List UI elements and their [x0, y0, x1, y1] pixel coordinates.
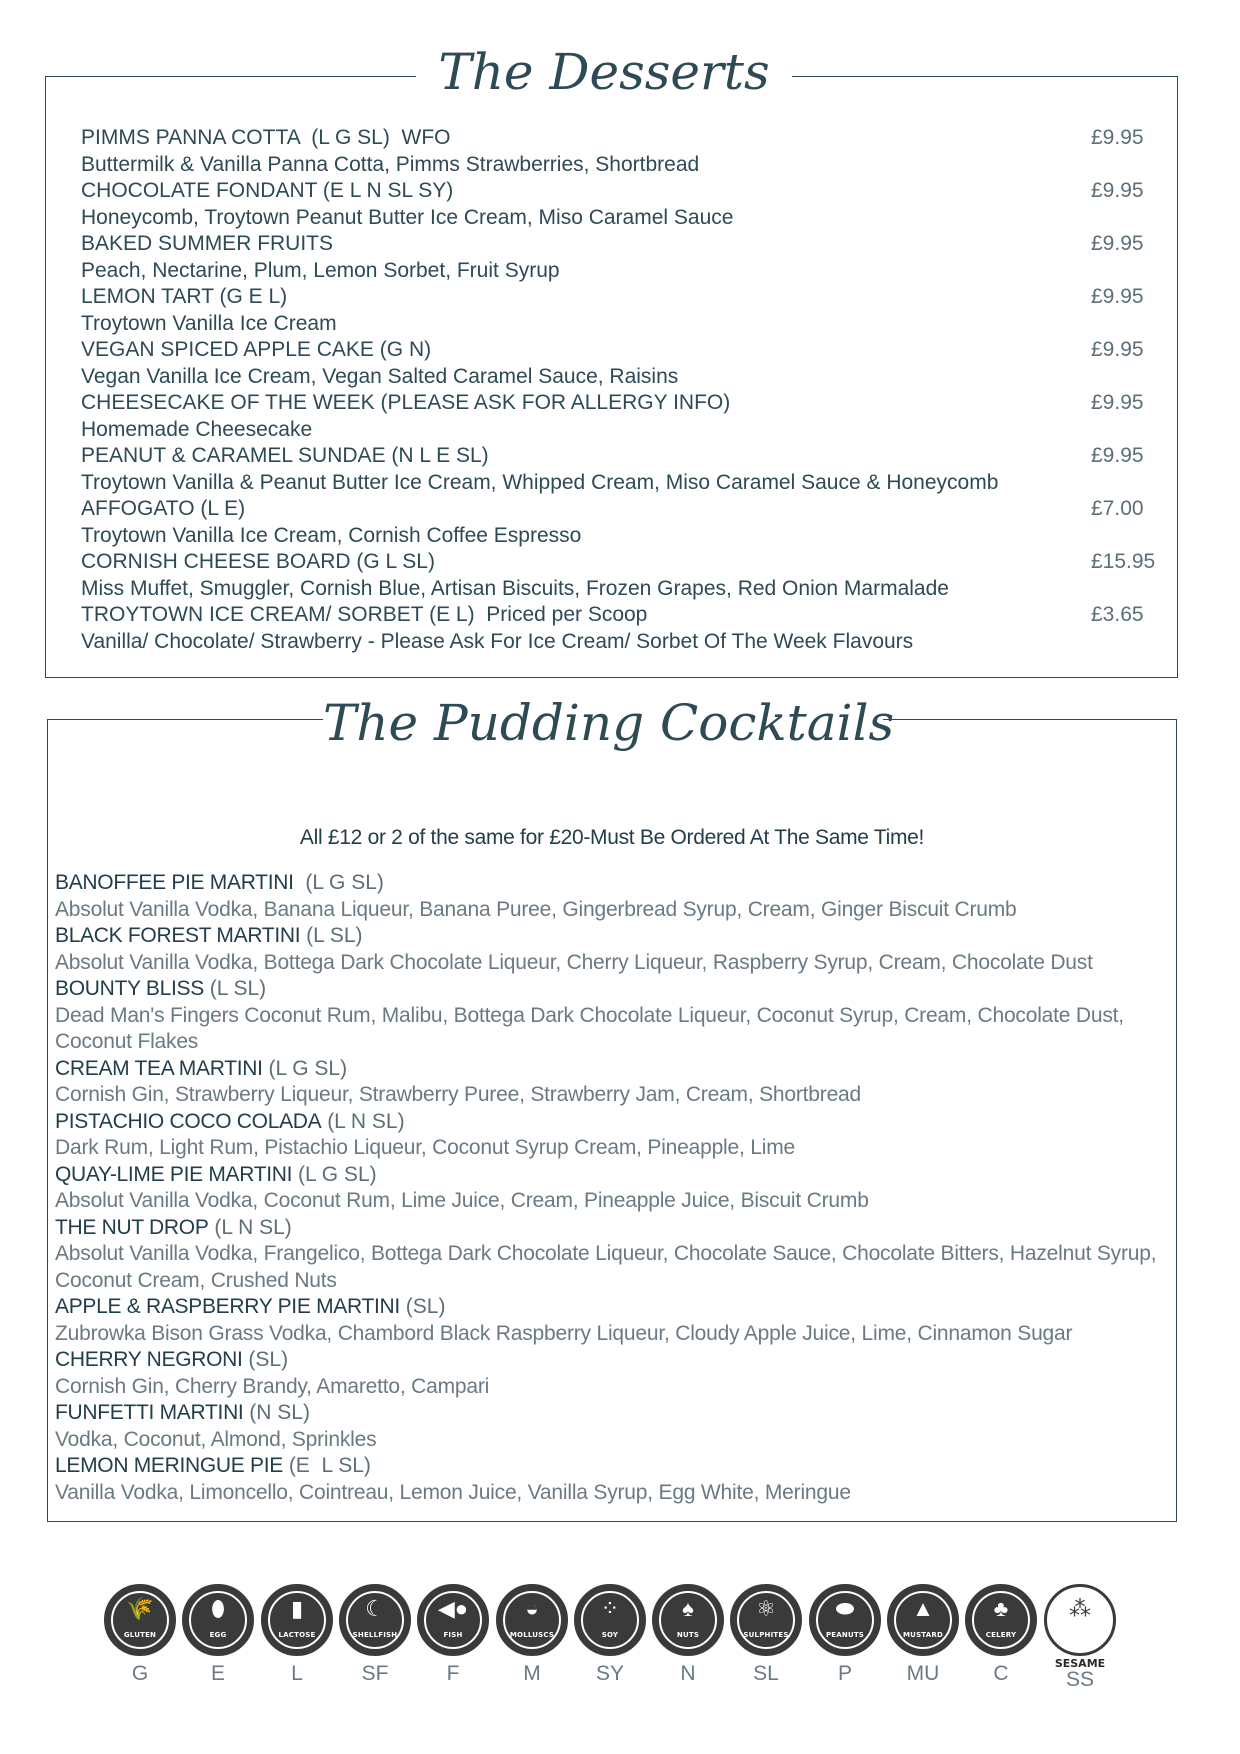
dessert-allergens: (E L) Priced per Scoop [423, 603, 648, 626]
cocktail-allergens: (L N SL) [208, 1215, 292, 1239]
milk-bottle-icon: ▮ [290, 1596, 304, 1621]
cocktail-item [55, 1056, 1170, 1109]
cocktail-name: BLACK FOREST MARTINI [55, 924, 301, 947]
dessert-allergens: (G L SL) [350, 550, 435, 573]
allergen-label: PEANUTS [825, 1631, 865, 1639]
dessert-item [46, 390, 1177, 443]
allergen-code: P [837, 1662, 852, 1685]
allergen-badge [339, 1584, 411, 1656]
dessert-name: CHOCOLATE FONDANT [81, 179, 318, 202]
cocktail-item [55, 1109, 1170, 1162]
cocktail-title-line [55, 976, 1170, 1003]
dessert-item [46, 231, 1177, 284]
cocktail-description: Absolut Vanilla Vodka, Bottega Dark Chocolate Liqueur, Cherry Liqueur, Raspberry Syrup, Cream, Chocolate Dust [55, 950, 1093, 974]
egg-icon: ⬮ [211, 1596, 225, 1621]
cocktail-description: Absolut Vanilla Vodka, Frangelico, Bottega Dark Chocolate Liqueur, Chocolate Sauce, Chocolate Bitters, Hazelnut Syrup, Coconut Cream, Crushed Nuts [55, 1242, 1157, 1292]
soybean-icon: ⁘ [600, 1596, 620, 1621]
cocktails-heading: The Pudding Cocktails [323, 686, 883, 756]
cocktail-title-line [55, 1162, 1170, 1189]
allergen-gluten [103, 1584, 177, 1686]
allergen-label: FISH [443, 1631, 463, 1639]
cocktail-description: Dark Rum, Light Rum, Pistachio Liqueur, Coconut Syrup Cream, Pineapple, Lime [55, 1136, 795, 1159]
cocktail-name: THE NUT DROP [55, 1215, 209, 1239]
shrimp-icon: ☾ [365, 1596, 385, 1621]
allergen-code: L [291, 1662, 303, 1685]
cocktail-name: APPLE & RASPBERRY PIE MARTINI [55, 1295, 400, 1318]
cocktail-name: BANOFFEE PIE MARTINI [55, 871, 294, 894]
cocktail-allergens: (L N SL) [321, 1109, 405, 1133]
cocktail-title-line [55, 1056, 1170, 1083]
cocktail-allergens: (SL) [242, 1348, 289, 1371]
cocktail-allergens: (N SL) [243, 1401, 310, 1424]
dessert-description: Buttermilk & Vanilla Panna Cotta, Pimms Strawberries, Shortbread [81, 152, 700, 176]
dessert-price: £9.95 [1091, 338, 1144, 361]
dessert-name: BAKED SUMMER FRUITS [81, 232, 334, 255]
allergen-molluscs [495, 1584, 569, 1686]
cocktail-allergens: (SL) [399, 1295, 446, 1318]
cocktail-title-line [55, 870, 1170, 897]
allergen-badge [887, 1584, 959, 1656]
allergen-label: SESAME [1054, 1657, 1106, 1670]
cocktail-item [55, 870, 1170, 923]
cocktail-name: QUAY-LIME PIE MARTINI [55, 1162, 293, 1186]
allergen-egg [181, 1584, 255, 1686]
allergen-label: GLUTEN [123, 1631, 157, 1639]
dessert-title-line [46, 178, 1177, 205]
dessert-item [46, 549, 1177, 602]
cocktail-item [55, 1347, 1170, 1400]
allergen-label: CELERY [985, 1631, 1017, 1639]
allergen-label: SHELLFISH [352, 1631, 398, 1639]
cocktail-allergens: (L G SL) [292, 1162, 377, 1186]
cocktail-name: LEMON MERINGUE PIE [55, 1454, 283, 1477]
cocktail-description: Dead Man's Fingers Coconut Rum, Malibu, Bottega Dark Chocolate Liqueur, Coconut Syrup, Cream, Chocolate Dust, Coconut Flakes [55, 1003, 1124, 1053]
allergen-code: SF [361, 1662, 389, 1685]
peanut-icon: ⬬ [835, 1596, 855, 1621]
dessert-description: Vanilla/ Chocolate/ Strawberry - Please Ask For Ice Cream/ Sorbet Of The Week Flavours [81, 629, 914, 653]
cocktail-description: Vanilla Vodka, Limoncello, Cointreau, Lemon Juice, Vanilla Syrup, Egg White, Meringue [55, 1480, 851, 1504]
allergen-mustard [886, 1584, 960, 1686]
cocktail-description: Vodka, Coconut, Almond, Sprinkles [55, 1427, 377, 1451]
dessert-name: PEANUT & CARAMEL SUNDAE [81, 444, 386, 467]
dessert-description: Vegan Vanilla Ice Cream, Vegan Salted Caramel Sauce, Raisins [81, 364, 679, 388]
cocktail-description: Zubrowka Bison Grass Vodka, Chambord Black Raspberry Liqueur, Cloudy Apple Juice, Lime, Cinnamon Sugar [55, 1321, 1073, 1345]
allergen-badge [965, 1584, 1037, 1656]
dessert-item [46, 602, 1177, 655]
cocktail-title-line [55, 1453, 1170, 1480]
allergen-badge [496, 1584, 568, 1656]
allergen-badge [104, 1584, 176, 1656]
allergen-code: F [446, 1662, 460, 1685]
allergen-badge [652, 1584, 724, 1656]
dessert-allergens: (G E L) [213, 285, 288, 308]
cocktail-allergens: (L G SL) [262, 1056, 348, 1080]
desserts-list [46, 125, 1177, 655]
dessert-item [46, 125, 1177, 178]
allergen-code: N [680, 1662, 696, 1685]
allergen-badge [417, 1584, 489, 1656]
cocktail-description: Absolut Vanilla Vodka, Banana Liqueur, Banana Puree, Gingerbread Syrup, Cream, Ginger Biscuit Crumb [55, 897, 1017, 921]
dessert-item [46, 443, 1177, 496]
allergen-badge [1044, 1584, 1116, 1656]
dessert-name: AFFOGATO [81, 497, 195, 520]
allergen-code: SS [1065, 1668, 1094, 1691]
dessert-item [46, 496, 1177, 549]
allergen-code: C [993, 1662, 1009, 1685]
dessert-item [46, 178, 1177, 231]
allergen-badge [261, 1584, 333, 1656]
dessert-title-line [46, 602, 1177, 629]
allergen-code: G [131, 1662, 149, 1685]
cocktails-list [55, 870, 1170, 1506]
allergen-code: M [523, 1662, 541, 1685]
cocktails-section [47, 694, 1177, 1522]
cocktail-item [55, 1162, 1170, 1215]
allergen-soy [573, 1584, 647, 1686]
dessert-title-line [46, 125, 1177, 152]
mustard-bottle-icon: ▲ [912, 1596, 934, 1621]
dessert-description: Troytown Vanilla Ice Cream, Cornish Coffee Espresso [81, 523, 582, 547]
dessert-price: £9.95 [1091, 232, 1144, 255]
cocktail-item [55, 1453, 1170, 1506]
allergen-lactose [260, 1584, 334, 1686]
desserts-section [45, 43, 1178, 678]
dessert-allergens: (L G SL) WFO [299, 126, 451, 149]
dessert-description: Honeycomb, Troytown Peanut Butter Ice Cream, Miso Caramel Sauce [81, 205, 734, 229]
cocktail-title-line [55, 1347, 1170, 1374]
allergen-celery [964, 1584, 1038, 1686]
allergen-code: MU [906, 1662, 940, 1685]
cocktail-offer-text: All £12 or 2 of the same for £20-Must Be Ordered At The Same Time! [299, 826, 925, 849]
dessert-title-line [46, 496, 1177, 523]
dessert-description: Troytown Vanilla Ice Cream [81, 311, 337, 335]
allergen-shellfish [338, 1584, 412, 1686]
wheat-icon: 🌾 [126, 1596, 154, 1621]
cocktail-item [55, 1294, 1170, 1347]
dessert-item [46, 284, 1177, 337]
cocktail-description: Absolut Vanilla Vodka, Coconut Rum, Lime Juice, Cream, Pineapple Juice, Biscuit Crumb [55, 1189, 869, 1212]
dessert-allergens: (E L N SL SY) [317, 179, 454, 202]
dessert-name: CORNISH CHEESE BOARD [81, 550, 351, 573]
molecule-icon: ⚛ [756, 1596, 776, 1621]
cocktail-name: CHERRY NEGRONI [55, 1348, 243, 1371]
dessert-description: Troytown Vanilla & Peanut Butter Ice Cream, Whipped Cream, Miso Caramel Sauce & Honeycomb [81, 470, 999, 494]
dessert-name: VEGAN SPICED APPLE CAKE [81, 338, 374, 361]
dessert-title-line [46, 549, 1177, 576]
cocktail-title-line [55, 923, 1170, 950]
dessert-allergens: (PLEASE ASK FOR ALLERGY INFO) [374, 391, 731, 414]
celery-icon: ♣ [993, 1596, 1009, 1621]
dessert-description: Peach, Nectarine, Plum, Lemon Sorbet, Fruit Syrup [81, 258, 560, 282]
allergen-sulphites [729, 1584, 803, 1686]
cocktail-item [55, 1400, 1170, 1453]
cocktail-item [55, 923, 1170, 976]
cocktail-name: CREAM TEA MARTINI [55, 1056, 263, 1080]
allergen-key [103, 1584, 1133, 1691]
cocktail-title-line [55, 1294, 1170, 1321]
dessert-title-line [46, 337, 1177, 364]
cocktail-name: FUNFETTI MARTINI [55, 1401, 244, 1424]
dessert-price: £9.95 [1091, 126, 1144, 149]
cocktail-name: BOUNTY BLISS [55, 977, 204, 1000]
dessert-description: Miss Muffet, Smuggler, Cornish Blue, Artisan Biscuits, Frozen Grapes, Red Onion Marmalade [81, 576, 949, 600]
allergen-nuts [651, 1584, 725, 1686]
sesame-seeds-icon: ⁂ [1069, 1596, 1091, 1621]
acorn-icon: ♠ [682, 1596, 694, 1621]
shell-icon: ◒ [525, 1596, 539, 1621]
cocktail-allergens: (L G SL) [293, 871, 384, 894]
fish-icon: ◀● [437, 1596, 469, 1621]
allergen-fish [416, 1584, 490, 1686]
dessert-title-line [46, 390, 1177, 417]
allergen-badge [809, 1584, 881, 1656]
cocktail-description: Cornish Gin, Cherry Brandy, Amaretto, Campari [55, 1374, 490, 1398]
allergen-badge [730, 1584, 802, 1656]
dessert-price: £7.00 [1091, 497, 1144, 520]
cocktail-title-line [55, 1215, 1170, 1242]
dessert-allergens: (N L E SL) [385, 444, 489, 467]
dessert-name: PIMMS PANNA COTTA [81, 126, 300, 149]
cocktail-title-line [55, 1109, 1170, 1136]
dessert-price: £15.95 [1091, 550, 1156, 573]
dessert-title-line [46, 284, 1177, 311]
cocktail-allergens: (E L SL) [282, 1454, 371, 1477]
cocktail-item [55, 1215, 1170, 1295]
dessert-allergens: (L E) [194, 497, 246, 520]
dessert-price: £9.95 [1091, 444, 1144, 467]
dessert-title-line [46, 231, 1177, 258]
dessert-description: Homemade Cheesecake [81, 417, 313, 441]
allergen-label: EGG [209, 1631, 227, 1639]
allergen-peanuts [808, 1584, 882, 1686]
dessert-price: £3.65 [1091, 603, 1144, 626]
cocktail-title-line [55, 1400, 1170, 1427]
allergen-label: LACTOSE [278, 1631, 316, 1639]
allergen-label: MOLLUSCS [509, 1631, 555, 1639]
allergen-badge [182, 1584, 254, 1656]
allergen-sesame [1043, 1584, 1117, 1692]
cocktail-description: Cornish Gin, Strawberry Liqueur, Strawberry Puree, Strawberry Jam, Cream, Shortbread [55, 1083, 862, 1106]
dessert-item [46, 337, 1177, 390]
allergen-code: E [210, 1662, 225, 1685]
dessert-allergens: (G N) [373, 338, 432, 361]
cocktail-name: PISTACHIO COCO COLADA [55, 1109, 322, 1133]
allergen-code: SY [595, 1662, 624, 1685]
dessert-name: LEMON TART [81, 285, 214, 308]
desserts-heading: The Desserts [416, 35, 792, 105]
allergen-label: SULPHITES [743, 1631, 789, 1639]
cocktail-allergens: (L SL) [300, 924, 363, 947]
allergen-code: SL [753, 1662, 779, 1685]
dessert-price: £9.95 [1091, 391, 1144, 414]
dessert-name: TROYTOWN ICE CREAM/ SORBET [81, 603, 424, 626]
dessert-price: £9.95 [1091, 285, 1144, 308]
dessert-price: £9.95 [1091, 179, 1144, 202]
cocktail-allergens: (L SL) [203, 977, 267, 1000]
allergen-badge [574, 1584, 646, 1656]
allergen-label: MUSTARD [903, 1631, 943, 1639]
dessert-title-line [46, 443, 1177, 470]
allergen-label: SOY [601, 1631, 619, 1639]
allergen-label: NUTS [676, 1631, 700, 1639]
cocktail-item [55, 976, 1170, 1056]
dessert-name: CHEESECAKE OF THE WEEK [81, 391, 375, 414]
